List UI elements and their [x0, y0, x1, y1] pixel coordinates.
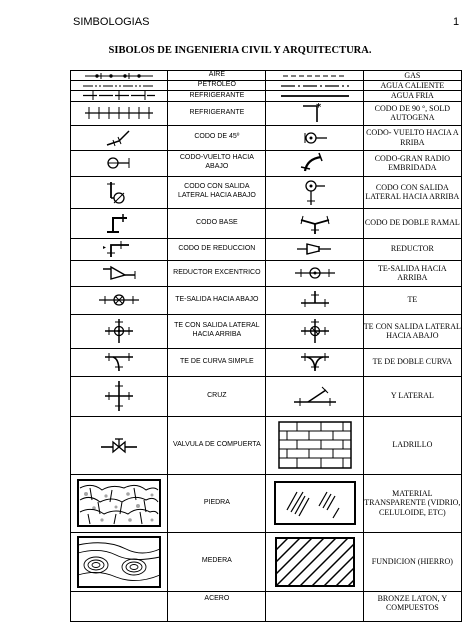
wood-pattern-icon	[71, 532, 168, 591]
tee-side-outlet-up-icon	[71, 314, 168, 348]
row-right-label: TE CON SALIDA LATERAL HACIA ABAJO	[363, 314, 461, 348]
row-right-label: REDUCTOR	[363, 238, 461, 260]
row-right-label: CODO DE DOBLE RAMAL	[363, 208, 461, 238]
reducing-elbow-icon	[71, 238, 168, 260]
long-radius-flanged-elbow-icon	[266, 150, 363, 176]
table-row	[71, 314, 462, 348]
table-row	[71, 376, 462, 416]
table-row	[71, 474, 462, 532]
double-branch-elbow-icon	[266, 208, 363, 238]
row-left-label: TE DE CURVA SIMPLE	[168, 348, 266, 376]
tee-outlet-down-icon	[71, 286, 168, 314]
row-left-label: CODO DE 45º	[168, 125, 266, 150]
row-left-label: ACERO	[168, 591, 266, 621]
cast-iron-pattern-icon	[266, 532, 363, 591]
row-right-label: CODO- VUELTO HACIA A RRIBA	[363, 125, 461, 150]
bronze-brass-pattern-icon	[266, 591, 363, 621]
row-right-label: LADRILLO	[363, 416, 461, 474]
row-right-label: Y LATERAL	[363, 376, 461, 416]
tee-side-outlet-down-icon	[266, 314, 363, 348]
table-row	[71, 208, 462, 238]
elbow-side-outlet-down-icon	[71, 176, 168, 208]
glass-pattern-icon	[266, 474, 363, 532]
elbow-turned-down-icon	[71, 150, 168, 176]
cold-water-line-icon	[266, 91, 363, 101]
row-right-label: BRONZE LATON, Y COMPUESTOS	[363, 591, 461, 621]
petroleum-line-icon	[71, 81, 168, 91]
row-left-label: REDUCTOR EXCENTRICO	[168, 260, 266, 286]
tee-outlet-up-icon	[266, 260, 363, 286]
row-left-label: CRUZ	[168, 376, 266, 416]
single-sweep-tee-icon	[71, 348, 168, 376]
table-row	[71, 238, 462, 260]
hot-water-line-icon	[266, 81, 363, 91]
page-header-title: SIMBOLOGIAS	[73, 16, 150, 28]
table-row	[71, 81, 462, 91]
table-row	[71, 125, 462, 150]
row-left-label: REFRIGERANTE	[168, 101, 266, 125]
row-right-label: CODO DE 90 °, SOLD AUTOGENA	[363, 101, 461, 125]
svg-text:*: *	[315, 102, 321, 114]
row-right-label: FUNDICION (HIERRO)	[363, 532, 461, 591]
eccentric-reducer-icon	[71, 260, 168, 286]
document-title: SIBOLOS DE INGENIERIA CIVIL Y ARQUITECTURA.	[108, 45, 372, 56]
row-right-label: AGUA FRIA	[363, 91, 461, 101]
gate-valve-icon	[71, 416, 168, 474]
row-right-label: TE-SALIDA HACIA ARRIBA	[363, 260, 461, 286]
y-lateral-icon	[266, 376, 363, 416]
cross-fitting-icon	[71, 376, 168, 416]
table-row	[71, 150, 462, 176]
steel-pattern-icon	[71, 591, 168, 621]
row-left-label: TE CON SALIDA LATERAL HACIA ARRIBA	[168, 314, 266, 348]
table-row	[71, 71, 462, 81]
row-left-label: REFRIGERANTE	[168, 91, 266, 101]
row-right-label: CODO-GRAN RADIO EMBRIDADA	[363, 150, 461, 176]
base-elbow-icon	[71, 208, 168, 238]
brick-pattern-icon	[266, 416, 363, 474]
row-right-label: MATERIAL TRANSPARENTE (VIDRIO, CELULOIDE, ETC)	[363, 474, 461, 532]
symbol-table	[70, 70, 462, 622]
table-row	[71, 416, 462, 474]
refrigerant-line-icon	[71, 101, 168, 125]
row-left-label: TE-SALIDA HACIA ABAJO	[168, 286, 266, 314]
elbow-side-outlet-up-icon	[266, 176, 363, 208]
table-row	[71, 176, 462, 208]
table-row	[71, 591, 462, 621]
row-right-label: TE	[363, 286, 461, 314]
row-right-label: GAS	[363, 71, 461, 81]
elbow-turned-up-icon	[266, 125, 363, 150]
table-row	[71, 348, 462, 376]
refrigerant-line-icon	[71, 91, 168, 101]
table-row	[71, 286, 462, 314]
row-left-label: CODO BASE	[168, 208, 266, 238]
row-right-label: TE DE DOBLE CURVA	[363, 348, 461, 376]
row-left-label: CODO-VUELTO HACIA ABAJO	[168, 150, 266, 176]
tee-icon	[266, 286, 363, 314]
page-number: 1	[453, 16, 460, 28]
row-right-label: AGUA CALIENTE	[363, 81, 461, 91]
table-row	[71, 532, 462, 591]
svg-text:▸: ▸	[103, 244, 107, 252]
row-left-label: MEDERA	[168, 532, 266, 591]
table-row	[71, 101, 462, 125]
row-left-label: AIRE	[168, 71, 266, 81]
row-left-label: CODO DE REDUCCION	[168, 238, 266, 260]
row-left-label: PIEDRA	[168, 474, 266, 532]
elbow-45-icon	[71, 125, 168, 150]
table-row	[71, 91, 462, 101]
row-left-label: PETROLEO	[168, 81, 266, 91]
double-sweep-tee-icon	[266, 348, 363, 376]
row-right-label: CODO CON SALIDA LATERAL HACIA ARRIBA	[363, 176, 461, 208]
row-left-label: VALVULA DE COMPUERTA	[168, 416, 266, 474]
gas-line-icon	[266, 71, 363, 81]
elbow-90-welded-icon	[266, 101, 363, 125]
reducer-icon	[266, 238, 363, 260]
air-line-icon	[71, 71, 168, 81]
table-row	[71, 260, 462, 286]
row-left-label: CODO CON SALIDA LATERAL HACIA ABAJO	[168, 176, 266, 208]
stone-pattern-icon	[71, 474, 168, 532]
